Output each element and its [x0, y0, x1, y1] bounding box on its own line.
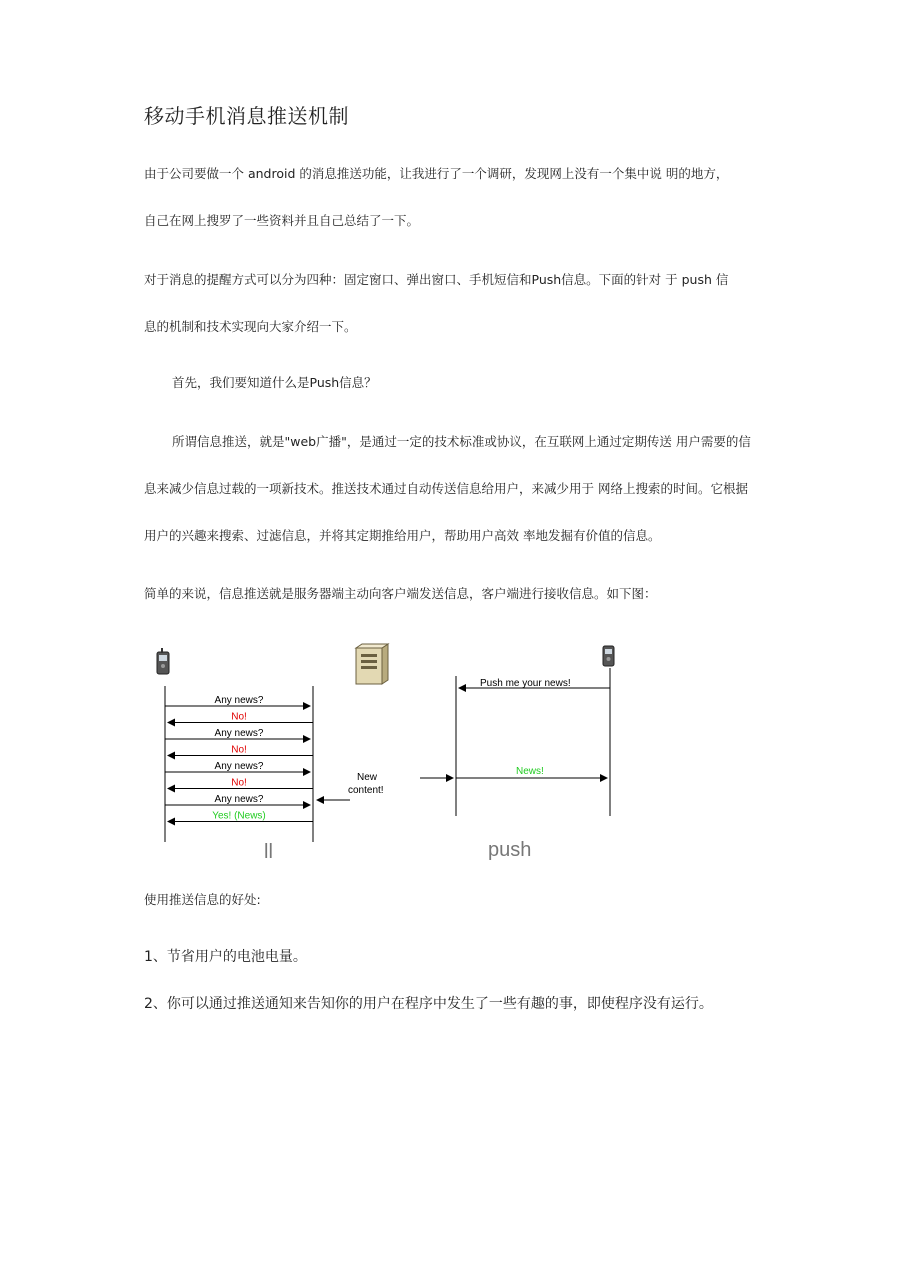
- question-paragraph: [172, 359, 808, 406]
- benefit-item-2-text: 2、你可以通过推送通知来告知你的用户在程序中发生了一些有趣的事，即使程序没有运行。: [144, 996, 713, 1012]
- push-caption: push: [488, 839, 532, 861]
- question-line: 首先，我们要知道什么是Push信息？: [172, 375, 377, 390]
- definition-line-1: 所谓信息推送，就是"web广播"，是通过一定的技术标准或协议，在互联网上通过定期传送 用户需要的信: [172, 434, 751, 449]
- poll-message-label: No!: [231, 744, 247, 756]
- mobile-phone-icon: [157, 648, 169, 674]
- definition-line-3: 用户的兴趣来搜索、过滤信息，并将其定期推给用户，帮助用户高效 率地发掘有价值的信息。: [144, 528, 661, 543]
- push-phone-icon: [603, 646, 614, 666]
- push-request-label: Push me your news!: [480, 678, 571, 689]
- server-icon: [356, 644, 388, 684]
- new-content-label-1: New: [357, 772, 378, 783]
- summary-line: 简单的来说，信息推送就是服务器端主动向客户端发送信息，客户端进行接收信息。如下图：: [144, 586, 657, 601]
- benefit-item-1: [144, 934, 780, 981]
- definition-paragraph: [144, 418, 780, 559]
- poll-message-label: Any news?: [214, 695, 264, 706]
- intro-line-1: 由于公司要做一个 android 的消息推送功能，让我进行了一个调研，发现网上没有一个集中说 明的地方，: [144, 166, 729, 181]
- summary-paragraph: [144, 570, 780, 617]
- poll-message-label: Any news?: [214, 761, 264, 772]
- new-content-label-2: content!: [348, 785, 384, 796]
- poll-message-label: Any news?: [214, 794, 264, 805]
- poll-message-label: No!: [231, 777, 247, 789]
- page-title: 移动手机消息推送机制: [144, 104, 349, 128]
- poll-vs-push-diagram: [150, 636, 630, 866]
- benefits-heading-text: 使用推送信息的好处:: [144, 892, 261, 907]
- reminder-line-2: 息的机制和技术实现向大家介绍一下。: [144, 319, 357, 334]
- benefits-heading: [144, 876, 780, 923]
- reminder-types-paragraph: [144, 256, 780, 350]
- poll-message-label: No!: [231, 711, 247, 723]
- push-news-label: News!: [516, 766, 544, 777]
- poll-caption: ll: [264, 841, 273, 863]
- definition-line-2: 息来减少信息过载的一项新技术。推送技术通过自动传送信息给用户，来减少用于 网络上搜索的时间。它根据: [144, 481, 748, 496]
- poll-message-label: Any news?: [214, 728, 264, 739]
- poll-message-label: Yes! (News): [212, 810, 266, 822]
- intro-paragraph: [144, 150, 780, 244]
- benefit-item-1-text: 1、节省用户的电池电量。: [144, 949, 307, 965]
- benefit-item-2: [144, 981, 780, 1028]
- reminder-line-1: 对于消息的提醒方式可以分为四种：固定窗口、弹出窗口、手机短信和Push信息。下面的针对 于 push 信: [144, 272, 729, 287]
- intro-line-2: 自己在网上搜罗了一些资料并且自己总结了一下。: [144, 213, 420, 228]
